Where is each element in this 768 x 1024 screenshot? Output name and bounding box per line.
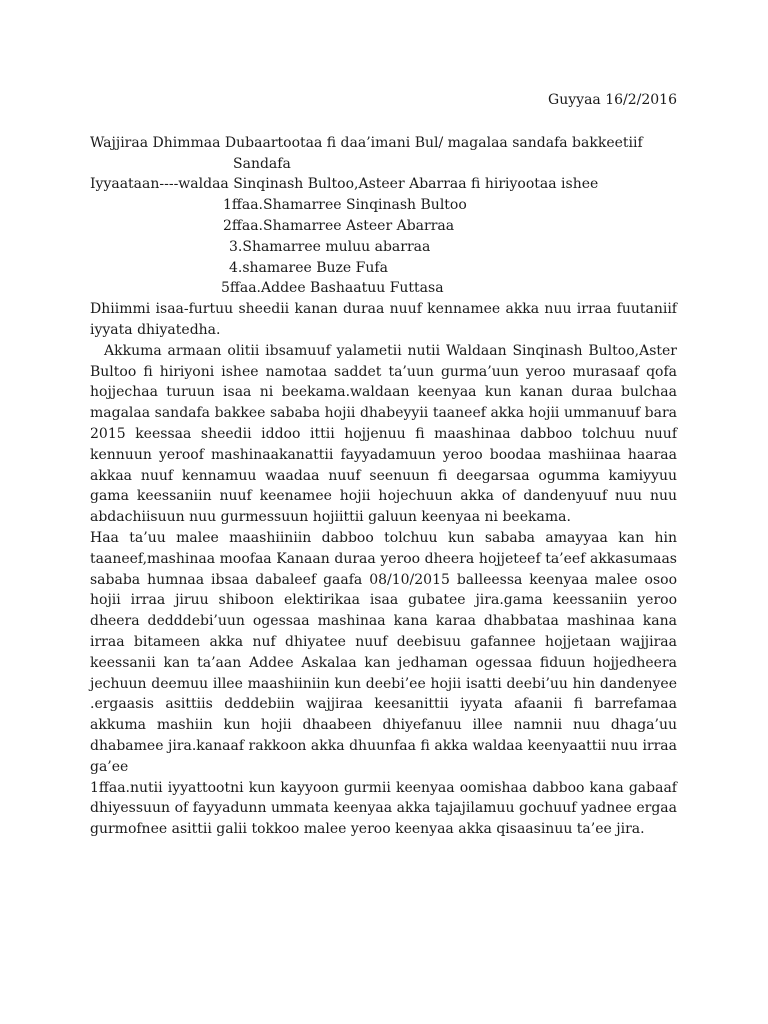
body-paragraph: Dhiimmi isaa-furtuu sheedii kanan duraa nuuf kennamee akka nuu irraa fuutaniif iyyata dhiyatedha. bbox=[90, 301, 677, 338]
member-item: 1ffaa.Shamarree Sinqinash Bultoo bbox=[223, 197, 467, 214]
subject-line: Wajjiraa Dhimmaa Dubaartootaa fi daa’imani Bul/ magalaa sandafa bakkeetiif bbox=[90, 134, 643, 151]
from-line: Iyyaataan----waldaa Sinqinash Bultoo,Asteer Abarraa fi hiriyootaa ishee bbox=[90, 176, 599, 193]
body-paragraph: Akkuma armaan olitii ibsamuuf yalametii nutii Waldaan Sinqinash Bultoo,Aster Bultoo fi hiriyoni ishee namotaa saddet ta’uun gurma’uun yeroo murasaaf qofa hojjechaa turuun isaa ni beekama.waldaan keenyaa kun kanan duraa bulchaa magalaa sandafa bakkee sababa hojii dhabeyyii taaneef akka hojii ummanuuf bara 2015 keessaa sheedii iddoo ittii hojjenuu fi maashinaa dabboo tolchuu nuuf kennuun yeroof mashinaakanattii fayyadamuun yeroo boodaa mashiinaa haaraa akkaa nuuf kennamuu waadaa nuuf seenuun fi deegarsaa ogumma kamiyyuu gama keessaniin nuuf keenamee hojii hojechuun akka of dandenyuuf nuu nuu abdachiisuun nuu gurmessuun hojiittii galuun keenyaa ni beekama. bbox=[90, 342, 677, 526]
member-item: 5ffaa.Addee Bashaatuu Futtasa bbox=[221, 280, 444, 297]
member-item: 4.shamaree Buze Fufa bbox=[229, 259, 388, 276]
body-paragraph: 1ffaa.nutii iyyattootni kun kayyoon gurmii keenyaa oomishaa dabboo kana gabaaf dhiyessuun of fayyadunn ummata keenyaa akka tajajilamuu gochuuf yadnee ergaa gurmofnee asittii galii tokkoo malee yeroo keenyaa akka qisaasinuu ta’ee jira. bbox=[90, 779, 677, 838]
subject-line-continued: Sandafa bbox=[233, 155, 291, 172]
member-item: 3.Shamarree muluu abarraa bbox=[229, 238, 431, 255]
body-paragraph: Haa ta’uu malee maashiiniin dabboo tolchuu kun sababa amayyaa kan hin taaneef,mashinaa moofaa Kanaan duraa yeroo dheera hojjeteef ta’eef akkasumaas sababa humnaa ibsaa dabaleef gaafa 08/10/2015 balleessa keenyaa malee osoo hojii irraa jiruu shiboon elektirikaa isaa gubatee jira.gama keessaniin yeroo dheera dedddebi’uun ogessaa mashinaa kana karaa dhabbataa mashinaa kana irraa bitameen akka nuf dhiyatee nuuf deebisuu gafannee hojjetaan wajjiraa keessanii kan ta’aan Addee Askalaa kan jedhaman ogessaa fiduun hojjedheera jechuun deemuu illee maashiiniin kun deebi’ee hojii isatti deebi’uu hin dandenyee .ergaasis asittiis deddebiin wajjiraa keesanittii iyyata afaanii fi barrefamaa akkuma mashiin kun hojii dhaabeen dhiyefanuu illee namnii nuu dhaga’uu dhabamee jira.kanaaf rakkoon akka dhuunfaa fi akka waldaa keenyaattii nuu irraa ga’ee bbox=[90, 529, 677, 775]
member-item: 2ffaa.Shamarree Asteer Abarraa bbox=[223, 217, 455, 234]
letter-page bbox=[90, 90, 677, 840]
letter-date: Guyyaa 16/2/2016 bbox=[548, 92, 677, 108]
